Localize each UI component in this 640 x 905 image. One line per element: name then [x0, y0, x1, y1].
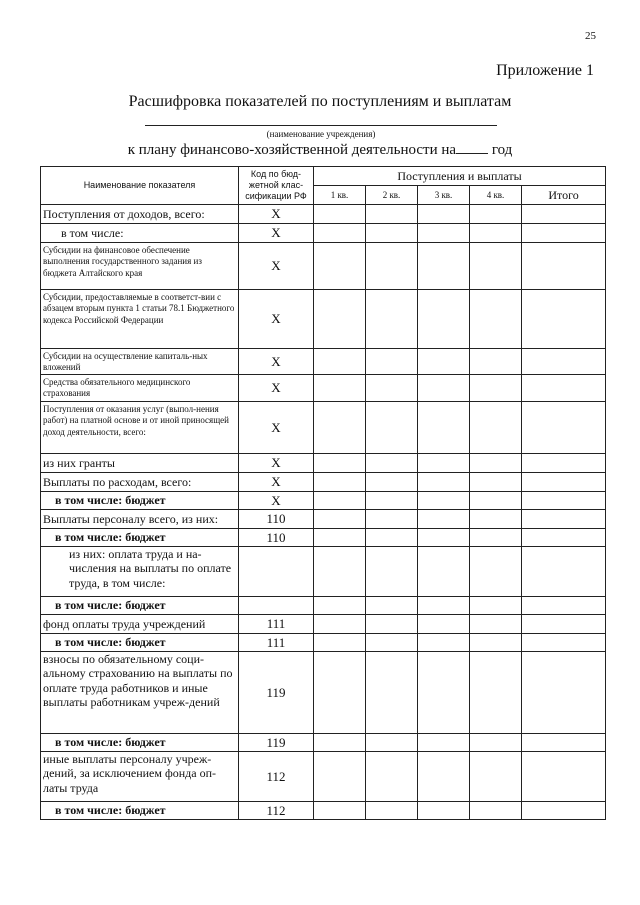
table-row	[41, 615, 606, 634]
total-cell[interactable]	[522, 492, 606, 510]
q4-cell[interactable]	[470, 734, 522, 752]
total-cell[interactable]	[522, 243, 606, 290]
q1-cell[interactable]	[314, 205, 366, 224]
q4-cell[interactable]	[470, 510, 522, 529]
document-title: Расшифровка показателей по поступлениям и выплатам	[128, 93, 512, 110]
row-code: X	[239, 224, 314, 243]
total-cell[interactable]	[522, 224, 606, 243]
row-code: X	[239, 492, 314, 510]
table-row	[41, 802, 606, 820]
total-cell[interactable]	[522, 290, 606, 349]
header-code: Код по бюд-жетной клас-сификации РФ	[239, 167, 314, 205]
q4-cell[interactable]	[470, 205, 522, 224]
q4-cell[interactable]	[470, 473, 522, 492]
row-label: из них: оплата труда и на-числения на выплаты по оплате труда, в том числе:	[41, 547, 239, 597]
q1-cell[interactable]	[314, 349, 366, 375]
q1-cell[interactable]	[314, 752, 366, 802]
table-row	[41, 529, 606, 547]
q3-cell[interactable]	[418, 290, 470, 349]
plan-line	[0, 141, 640, 159]
q2-cell[interactable]	[366, 454, 418, 473]
q4-cell[interactable]	[470, 243, 522, 290]
q3-cell[interactable]	[418, 529, 470, 547]
q3-cell[interactable]	[418, 349, 470, 375]
row-code: 119	[239, 652, 314, 734]
total-cell[interactable]	[522, 652, 606, 734]
institution-name-line	[145, 125, 497, 126]
q1-cell[interactable]	[314, 290, 366, 349]
row-label: в том числе: бюджет	[41, 634, 239, 652]
institution-name-caption: (наименование учреждения)	[266, 129, 376, 139]
row-code: 112	[239, 802, 314, 820]
total-cell[interactable]	[522, 547, 606, 597]
q4-cell[interactable]	[470, 597, 522, 615]
row-label: Субсидии на финансовое обеспечение выполнения государственного задания из бюджета Алтайского края	[41, 243, 239, 290]
table-row	[41, 547, 606, 597]
q3-cell[interactable]	[418, 454, 470, 473]
table-row	[41, 375, 606, 402]
table-row	[41, 652, 606, 734]
table-row	[41, 224, 606, 243]
q1-cell[interactable]	[314, 615, 366, 634]
total-cell[interactable]	[522, 375, 606, 402]
header-group: Поступления и выплаты	[314, 167, 606, 186]
q2-cell[interactable]	[366, 734, 418, 752]
q3-cell[interactable]	[418, 615, 470, 634]
row-code: X	[239, 205, 314, 224]
table-row	[41, 402, 606, 454]
table-row	[41, 349, 606, 375]
row-code: X	[239, 473, 314, 492]
q2-cell[interactable]	[366, 473, 418, 492]
header-name: Наименование показателя	[41, 167, 239, 205]
row-label: в том числе: бюджет	[41, 529, 239, 547]
table-row	[41, 290, 606, 349]
q1-cell[interactable]	[314, 734, 366, 752]
q2-cell[interactable]	[366, 802, 418, 820]
q3-cell[interactable]	[418, 802, 470, 820]
q4-cell[interactable]	[470, 349, 522, 375]
q3-cell[interactable]	[418, 375, 470, 402]
q3-cell[interactable]	[418, 402, 470, 454]
q2-cell[interactable]	[366, 349, 418, 375]
total-cell[interactable]	[522, 802, 606, 820]
total-cell[interactable]	[522, 349, 606, 375]
row-label: в том числе: бюджет	[41, 734, 239, 752]
q2-cell[interactable]	[366, 634, 418, 652]
header-q3: 3 кв.	[418, 186, 470, 205]
table-row	[41, 634, 606, 652]
q1-cell[interactable]	[314, 375, 366, 402]
q1-cell[interactable]	[314, 547, 366, 597]
total-cell[interactable]	[522, 634, 606, 652]
total-cell[interactable]	[522, 402, 606, 454]
q1-cell[interactable]	[314, 529, 366, 547]
row-code: X	[239, 402, 314, 454]
q1-cell[interactable]	[314, 243, 366, 290]
q3-cell[interactable]	[418, 243, 470, 290]
q1-cell[interactable]	[314, 402, 366, 454]
q4-cell[interactable]	[470, 547, 522, 597]
q4-cell[interactable]	[470, 634, 522, 652]
table-row	[41, 454, 606, 473]
q3-cell[interactable]	[418, 224, 470, 243]
q2-cell[interactable]	[366, 243, 418, 290]
total-cell[interactable]	[522, 510, 606, 529]
q2-cell[interactable]	[366, 752, 418, 802]
q4-cell[interactable]	[470, 652, 522, 734]
row-code: X	[239, 290, 314, 349]
header-q2: 2 кв.	[366, 186, 418, 205]
table-row	[41, 243, 606, 290]
q4-cell[interactable]	[470, 529, 522, 547]
q1-cell[interactable]	[314, 510, 366, 529]
q2-cell[interactable]	[366, 652, 418, 734]
q4-cell[interactable]	[470, 802, 522, 820]
q2-cell[interactable]	[366, 402, 418, 454]
q1-cell[interactable]	[314, 802, 366, 820]
row-code: 112	[239, 752, 314, 802]
q2-cell[interactable]	[366, 492, 418, 510]
q3-cell[interactable]	[418, 510, 470, 529]
total-cell[interactable]	[522, 473, 606, 492]
row-label: Средства обязательного медицинского страхования	[41, 375, 239, 402]
table-row	[41, 205, 606, 224]
q2-cell[interactable]	[366, 375, 418, 402]
row-label: в том числе: бюджет	[41, 492, 239, 510]
plan-prefix: к плану финансово-хозяйственной деятельности на	[127, 142, 457, 158]
row-label: в том числе:	[41, 224, 239, 243]
q4-cell[interactable]	[470, 752, 522, 802]
row-code: 111	[239, 615, 314, 634]
total-cell[interactable]	[522, 205, 606, 224]
row-label: Выплаты персоналу всего, из них:	[41, 510, 239, 529]
row-code	[239, 547, 314, 597]
row-code: X	[239, 349, 314, 375]
q4-cell[interactable]	[470, 492, 522, 510]
q3-cell[interactable]	[418, 652, 470, 734]
q2-cell[interactable]	[366, 510, 418, 529]
q2-cell[interactable]	[366, 224, 418, 243]
q1-cell[interactable]	[314, 597, 366, 615]
q2-cell[interactable]	[366, 597, 418, 615]
table-row	[41, 734, 606, 752]
q4-cell[interactable]	[470, 375, 522, 402]
q4-cell[interactable]	[470, 224, 522, 243]
table-row	[41, 473, 606, 492]
q1-cell[interactable]	[314, 473, 366, 492]
table-row	[41, 510, 606, 529]
total-cell[interactable]	[522, 615, 606, 634]
q1-cell[interactable]	[314, 634, 366, 652]
breakdown-table	[40, 166, 606, 820]
row-code	[239, 597, 314, 615]
q4-cell[interactable]	[470, 402, 522, 454]
row-code: 111	[239, 634, 314, 652]
total-cell[interactable]	[522, 529, 606, 547]
q3-cell[interactable]	[418, 547, 470, 597]
q2-cell[interactable]	[366, 615, 418, 634]
q4-cell[interactable]	[470, 615, 522, 634]
q3-cell[interactable]	[418, 597, 470, 615]
row-label: Субсидии на осуществление капиталь-ных вложений	[41, 349, 239, 375]
table-row	[41, 492, 606, 510]
row-code: 119	[239, 734, 314, 752]
row-code: X	[239, 454, 314, 473]
header-q1: 1 кв.	[314, 186, 366, 205]
row-code: 110	[239, 529, 314, 547]
row-label: Поступления от оказания услуг (выпол-нения работ) на платной основе и от иной приносящей доход деятельности, всего:	[41, 402, 239, 454]
q2-cell[interactable]	[366, 529, 418, 547]
row-label: Поступления от доходов, всего:	[41, 205, 239, 224]
q1-cell[interactable]	[314, 652, 366, 734]
q3-cell[interactable]	[418, 473, 470, 492]
q4-cell[interactable]	[470, 290, 522, 349]
row-label: в том числе: бюджет	[41, 597, 239, 615]
q2-cell[interactable]	[366, 547, 418, 597]
row-label: взносы по обязательному соци-альному страхованию на выплаты по оплате труда работников и иные выплаты работникам учреж-дений	[41, 652, 239, 734]
row-label: Выплаты по расходам, всего:	[41, 473, 239, 492]
q3-cell[interactable]	[418, 734, 470, 752]
row-code: 110	[239, 510, 314, 529]
row-label: фонд оплаты труда учреждений	[41, 615, 239, 634]
q3-cell[interactable]	[418, 205, 470, 224]
q1-cell[interactable]	[314, 492, 366, 510]
appendix-label: Приложение 1	[496, 62, 594, 79]
q1-cell[interactable]	[314, 224, 366, 243]
q1-cell[interactable]	[314, 454, 366, 473]
year-blank	[456, 141, 488, 154]
header-total: Итого	[522, 186, 606, 205]
row-label: иные выплаты персоналу учреж-дений, за исключением фонда оп-латы труда	[41, 752, 239, 802]
total-cell[interactable]	[522, 454, 606, 473]
total-cell[interactable]	[522, 734, 606, 752]
row-label: в том числе: бюджет	[41, 802, 239, 820]
row-code: X	[239, 375, 314, 402]
table-row	[41, 597, 606, 615]
q2-cell[interactable]	[366, 205, 418, 224]
q3-cell[interactable]	[418, 634, 470, 652]
q2-cell[interactable]	[366, 290, 418, 349]
row-label: Субсидии, предоставляемые в соответст-вии с абзацем вторым пункта 1 статьи 78.1 Бюджетного кодекса Российской Федерации	[41, 290, 239, 349]
q4-cell[interactable]	[470, 454, 522, 473]
page-number: 25	[585, 30, 596, 42]
plan-suffix: год	[491, 142, 513, 158]
q3-cell[interactable]	[418, 492, 470, 510]
header-q4: 4 кв.	[470, 186, 522, 205]
row-code: X	[239, 243, 314, 290]
total-cell[interactable]	[522, 597, 606, 615]
table-row	[41, 752, 606, 802]
total-cell[interactable]	[522, 752, 606, 802]
row-label: из них гранты	[41, 454, 239, 473]
q3-cell[interactable]	[418, 752, 470, 802]
